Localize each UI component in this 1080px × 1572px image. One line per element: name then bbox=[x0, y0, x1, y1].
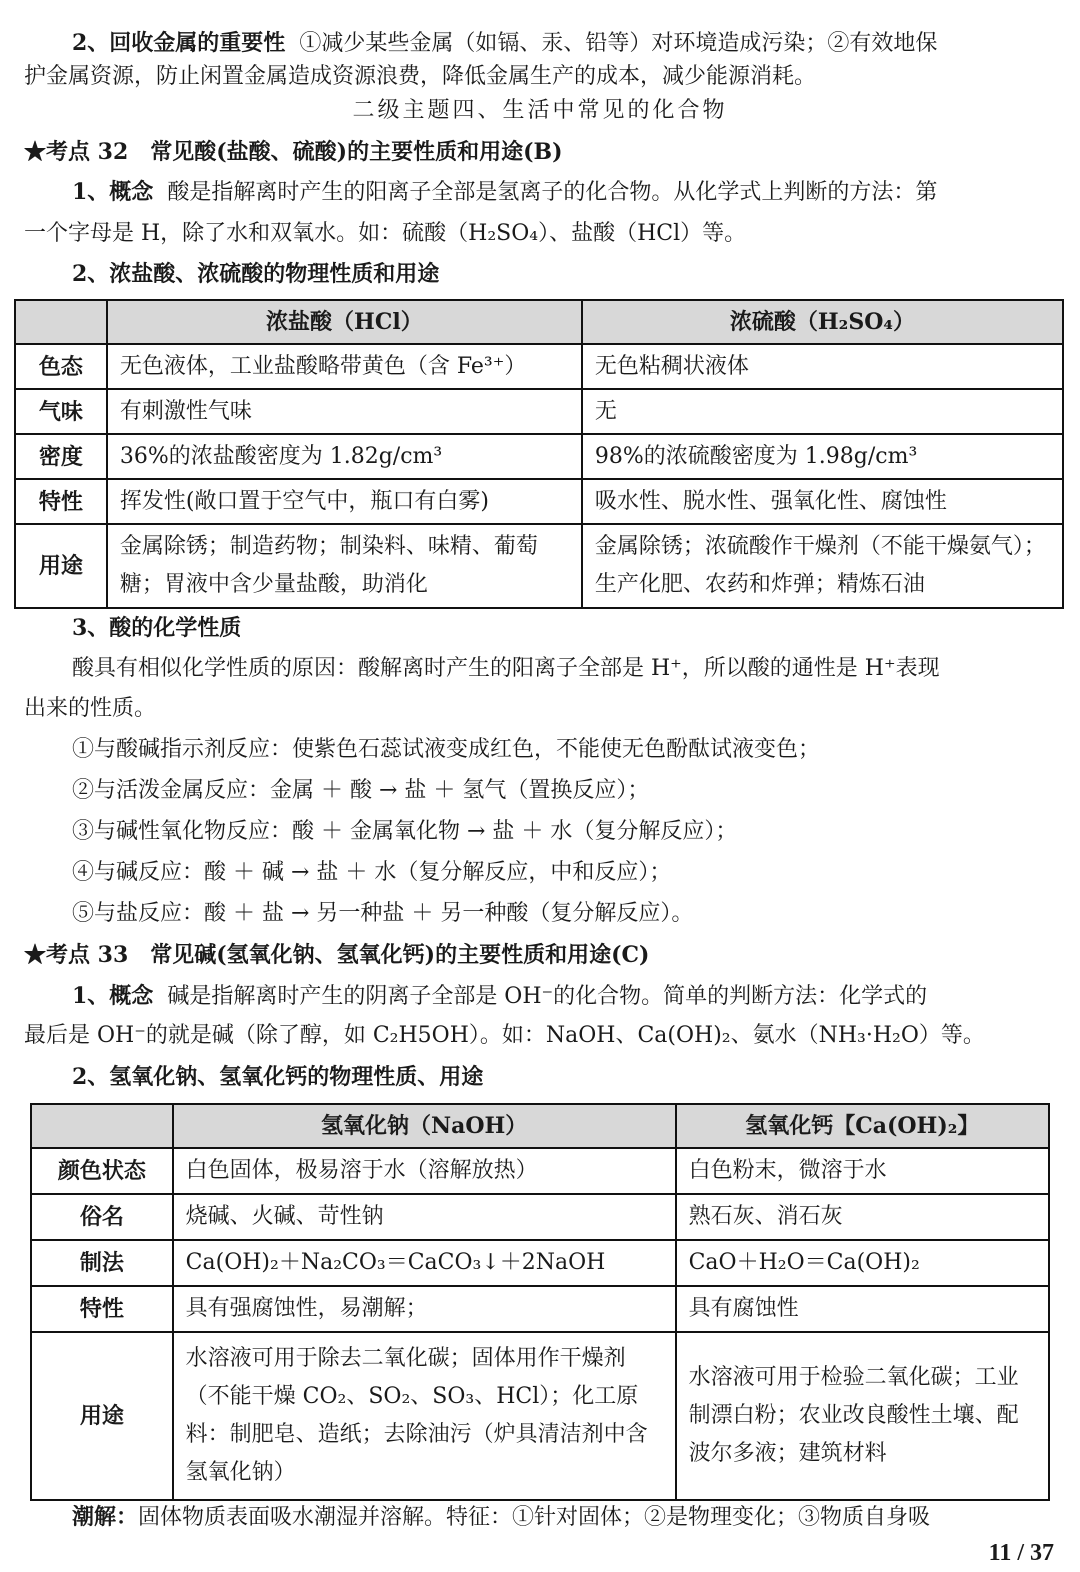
acid-property-item: ①与酸碱指示剂反应：使紫色石蕊试液变成红色，不能使无色酚酞试液变色； bbox=[72, 737, 821, 762]
kp33-title: ★考点 33 常见碱(氢氧化钠、氢氧化钙)的主要性质和用途(C) bbox=[24, 942, 650, 968]
kp32-subheading-3: 3、酸的化学性质 bbox=[72, 615, 242, 641]
kp33-concept-text-2: 最后是 OH⁻的就是碱（除了醇，如 C₂H5OH）。如：NaOH、Ca(OH)₂、氨水（NH₃·H₂O）等。 bbox=[24, 1023, 985, 1048]
base-table-header-cell: 氢氧化钙【Ca(OH)₂】 bbox=[676, 1104, 1049, 1148]
table-row bbox=[31, 1332, 1049, 1500]
table-cell: 无 bbox=[582, 389, 1063, 434]
table-cell: 有刺激性气味 bbox=[107, 389, 582, 434]
row-header: 色态 bbox=[15, 344, 107, 389]
table-cell: 烧碱、火碱、苛性钠 bbox=[173, 1194, 676, 1240]
base-table bbox=[30, 1103, 1050, 1501]
kp32-concept-text-1: 酸是指解离时产生的阳离子全部是氢离子的化合物。从化学式上判断的方法：第 bbox=[167, 180, 938, 205]
table-cell: 水溶液可用于除去二氧化碳；固体用作干燥剂（不能干燥 CO₂、SO₂、SO₃、HCl）；化工原料：制肥皂、造纸；去除油污（炉具清洁剂中含氢氧化钠） bbox=[173, 1332, 676, 1500]
row-header: 俗名 bbox=[31, 1194, 173, 1240]
kp32-concept-line-1 bbox=[72, 177, 1056, 208]
table-cell: 无色液体，工业盐酸略带黄色（含 Fe³⁺） bbox=[107, 344, 582, 389]
table-cell: CaO＋H₂O＝Ca(OH)₂ bbox=[676, 1240, 1049, 1286]
deliquesce-line bbox=[72, 1502, 1056, 1533]
table-cell: 具有强腐蚀性，易潮解； bbox=[173, 1286, 676, 1332]
acid-property-item: ②与活泼金属反应：金属 ＋ 酸 → 盐 ＋ 氢气（置换反应）； bbox=[72, 778, 650, 803]
base-table-header-cell bbox=[31, 1104, 173, 1148]
kp32-concept-text-2: 一个字母是 H，除了水和双氧水。如：硫酸（H₂SO₄）、盐酸（HCl）等。 bbox=[24, 221, 747, 246]
table-row bbox=[31, 1286, 1049, 1332]
row-header: 用途 bbox=[15, 524, 107, 608]
row-header: 密度 bbox=[15, 434, 107, 479]
table-cell: 挥发性(敞口置于空气中，瓶口有白雾) bbox=[107, 479, 582, 524]
kp32-subheading-2: 2、浓盐酸、浓硫酸的物理性质和用途 bbox=[72, 261, 440, 287]
table-cell: 白色粉末，微溶于水 bbox=[676, 1148, 1049, 1194]
table-cell: 白色固体，极易溶于水（溶解放热） bbox=[173, 1148, 676, 1194]
row-header: 制法 bbox=[31, 1240, 173, 1286]
table-row bbox=[15, 434, 1063, 479]
acid-table-header-cell bbox=[15, 300, 107, 344]
kp33-concept-line-1 bbox=[72, 981, 1056, 1012]
table-cell: 水溶液可用于检验二氧化碳；工业制漂白粉；农业改良酸性土壤、配波尔多液；建筑材料 bbox=[676, 1332, 1049, 1500]
table-cell: 熟石灰、消石灰 bbox=[676, 1194, 1049, 1240]
deliquesce-text: 固体物质表面吸水潮湿并溶解。特征：①针对固体；②是物理变化；③物质自身吸 bbox=[138, 1505, 931, 1530]
kp32-title: ★考点 32 常见酸(盐酸、硫酸)的主要性质和用途(B) bbox=[24, 139, 563, 165]
kp33-concept-text-1: 碱是指解离时产生的阴离子全部是 OH⁻的化合物。简单的判断方法：化学式的 bbox=[167, 984, 928, 1009]
table-cell: Ca(OH)₂＋Na₂CO₃＝CaCO₃↓＋2NaOH bbox=[173, 1240, 676, 1286]
base-table-header bbox=[31, 1104, 1049, 1148]
kp32-concept-label: 1、概念 bbox=[72, 179, 154, 205]
base-table-header-cell: 氢氧化钠（NaOH） bbox=[173, 1104, 676, 1148]
recycle-text-1: ①减少某些金属（如镉、汞、铅等）对环境造成污染；②有效地保 bbox=[299, 31, 938, 56]
kp33-subheading-2: 2、氢氧化钠、氢氧化钙的物理性质、用途 bbox=[72, 1064, 484, 1090]
kp32-reason-1: 酸具有相似化学性质的原因：酸解离时产生的阳离子全部是 H⁺，所以酸的通性是 H⁺表现 bbox=[72, 656, 940, 681]
table-row bbox=[31, 1240, 1049, 1286]
table-cell: 金属除锈；制造药物；制染料、味精、葡萄糖；胃液中含少量盐酸，助消化 bbox=[107, 524, 582, 608]
row-header: 特性 bbox=[31, 1286, 173, 1332]
row-header: 特性 bbox=[15, 479, 107, 524]
kp32-reason-2: 出来的性质。 bbox=[24, 696, 157, 721]
table-cell: 吸水性、脱水性、强氧化性、腐蚀性 bbox=[582, 479, 1063, 524]
kp33-concept-label: 1、概念 bbox=[72, 983, 154, 1009]
page-number: 11 / 37 bbox=[988, 1540, 1054, 1566]
recycle-text-2: 护金属资源，防止闲置金属造成资源浪费，降低金属生产的成本，减少能源消耗。 bbox=[24, 64, 817, 89]
table-cell: 98%的浓硫酸密度为 1.98g/cm³ bbox=[582, 434, 1063, 479]
table-row bbox=[31, 1194, 1049, 1240]
deliquesce-label: 潮解： bbox=[72, 1504, 139, 1530]
acid-property-item: ④与碱反应：酸 ＋ 碱 → 盐 ＋ 水（复分解反应，中和反应）； bbox=[72, 860, 672, 885]
row-header: 气味 bbox=[15, 389, 107, 434]
table-cell: 具有腐蚀性 bbox=[676, 1286, 1049, 1332]
table-row bbox=[15, 344, 1063, 389]
acid-table-header-cell: 浓盐酸（HCl） bbox=[107, 300, 582, 344]
table-cell: 无色粘稠状液体 bbox=[582, 344, 1063, 389]
table-row bbox=[15, 389, 1063, 434]
table-row bbox=[15, 524, 1063, 608]
row-header: 用途 bbox=[31, 1332, 173, 1500]
table-row bbox=[31, 1148, 1049, 1194]
acid-table bbox=[14, 299, 1064, 609]
table-cell: 金属除锈；浓硫酸作干燥剂（不能干燥氨气）；生产化肥、农药和炸弹；精炼石油 bbox=[582, 524, 1063, 608]
recycle-heading: 2、回收金属的重要性 bbox=[72, 30, 286, 56]
acid-property-item: ⑤与盐反应：酸 ＋ 盐 → 另一种盐 ＋ 另一种酸（复分解反应）。 bbox=[72, 901, 694, 926]
acid-table-header bbox=[15, 300, 1063, 344]
acid-property-item: ③与碱性氧化物反应：酸 ＋ 金属氧化物 → 盐 ＋ 水（复分解反应）； bbox=[72, 819, 738, 844]
row-header: 颜色状态 bbox=[31, 1148, 173, 1194]
section-title: 二级主题四、生活中常见的化合物 bbox=[352, 98, 728, 123]
table-row bbox=[15, 479, 1063, 524]
acid-table-header-cell: 浓硫酸（H₂SO₄） bbox=[582, 300, 1063, 344]
recycle-line-1 bbox=[72, 28, 1056, 59]
table-cell: 36%的浓盐酸密度为 1.82g/cm³ bbox=[107, 434, 582, 479]
